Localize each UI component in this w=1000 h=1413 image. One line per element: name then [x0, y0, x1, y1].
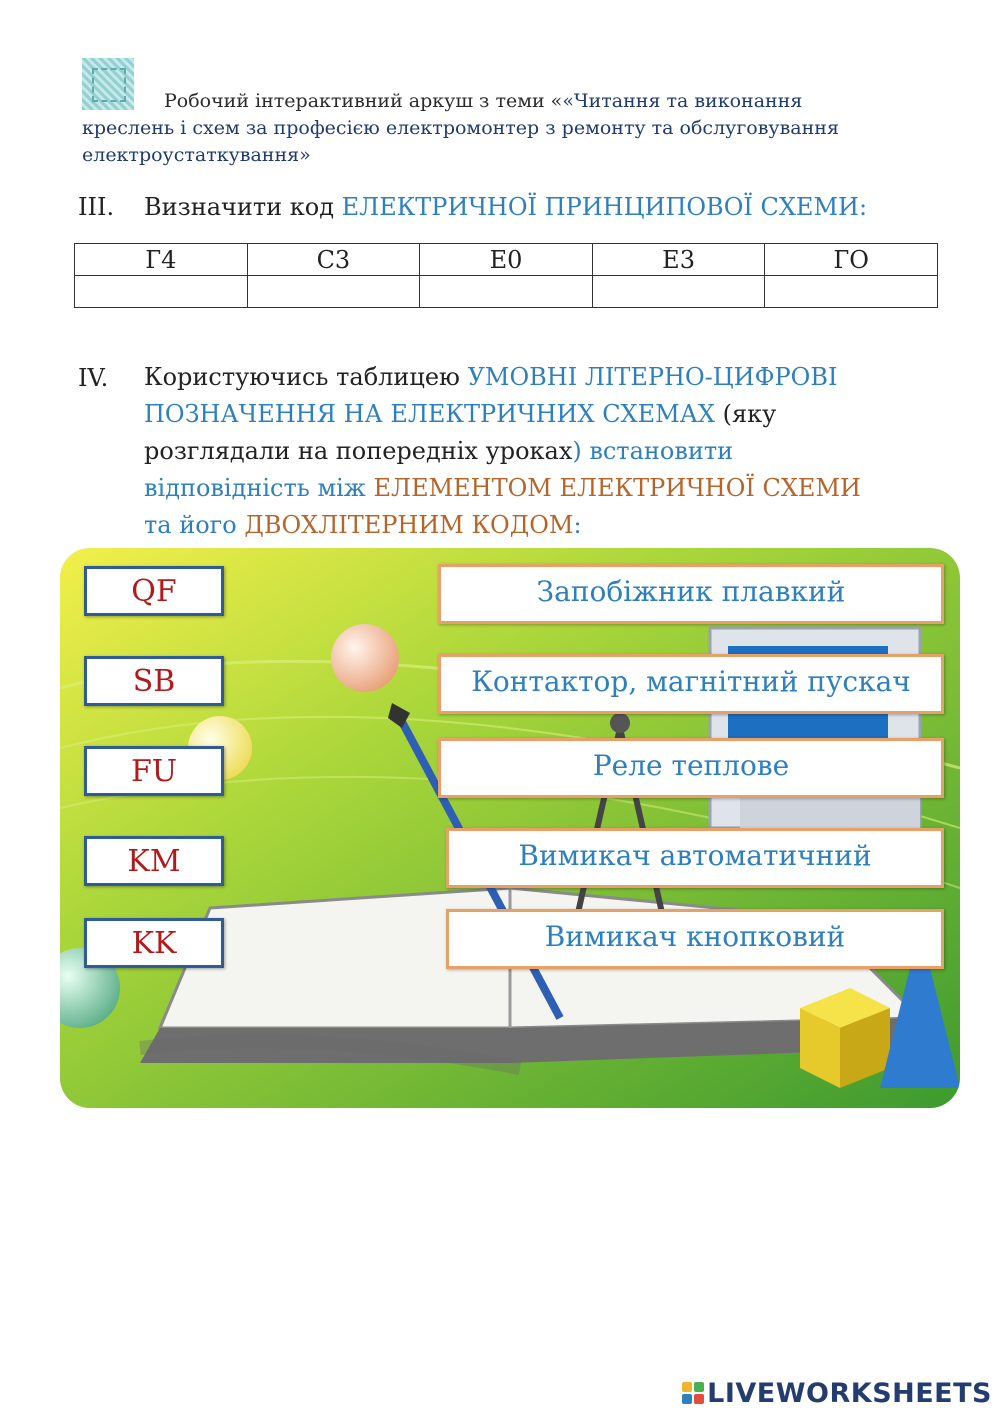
s4-line3-plain: розглядали на попередніх уроках: [144, 437, 573, 465]
section-3-title: [144, 189, 867, 226]
answer-cell[interactable]: [592, 276, 765, 308]
table-answer-row[interactable]: [75, 276, 938, 308]
code-box-km[interactable]: KM: [84, 836, 224, 886]
worksheet-header: [82, 88, 932, 169]
schema-code-table: [74, 243, 938, 308]
section-4-number: IV.: [78, 364, 109, 392]
answer-cell[interactable]: [420, 276, 593, 308]
header-topic-line1: «Читання та виконання: [562, 90, 803, 112]
s4-line4-orange: ЕЛЕМЕНТОМ ЕЛЕКТРИЧНОЇ СХЕМИ: [373, 474, 861, 502]
table-header-cell: ГО: [765, 244, 938, 276]
desc-box-circuit-breaker[interactable]: Вимикач автоматичний: [446, 828, 944, 888]
s4-line2-plain: (яку: [715, 400, 777, 428]
desc-box-push-button[interactable]: Вимикач кнопковий: [446, 909, 944, 969]
s4-line5-orange: ДВОХЛІТЕРНИМ КОДОМ: [244, 511, 574, 539]
s4-line3-blue: ) встановити: [572, 437, 734, 465]
table-header-cell: Е3: [592, 244, 765, 276]
section-3-highlight: ЕЛЕКТРИЧНОЇ ПРИНЦИПОВОЇ СХЕМИ:: [341, 193, 868, 221]
answer-cell[interactable]: [247, 276, 420, 308]
desc-box-thermal-relay[interactable]: Реле теплове: [438, 738, 944, 798]
liveworksheets-brand: [682, 1378, 992, 1408]
table-header-row: [75, 244, 938, 276]
header-topic-line3: електроустаткування»: [82, 144, 311, 166]
table-header-cell: Е0: [420, 244, 593, 276]
brand-text: LIVEWORKSHEETS: [707, 1377, 992, 1409]
s4-line2-blue: ПОЗНАЧЕННЯ НА ЕЛЕКТРИЧНИХ СХЕМАХ: [144, 400, 715, 428]
answer-cell[interactable]: [765, 276, 938, 308]
section-4-text: [144, 359, 944, 544]
section-3-number: III.: [78, 193, 115, 221]
s4-line1-plain: Користуючись таблицею: [144, 363, 468, 391]
header-prefix: Робочий інтерактивний аркуш з теми «: [164, 90, 563, 112]
header-topic-line2: креслень і схем за професією електромонтер з ремонту та обслуговування: [82, 117, 839, 139]
s4-line1-blue: УМОВНІ ЛІТЕРНО-ЦИФРОВІ: [467, 363, 838, 391]
s4-line5-end: :: [573, 511, 582, 539]
table-header-cell: Г4: [75, 244, 248, 276]
code-box-sb[interactable]: SB: [84, 656, 224, 706]
s4-line4-blue: відповідність між: [144, 474, 374, 502]
table-header-cell: С3: [247, 244, 420, 276]
code-box-fu[interactable]: FU: [84, 746, 224, 796]
s4-line5-blue: та його: [144, 511, 245, 539]
code-box-kk[interactable]: KK: [84, 918, 224, 968]
section-3-text: Визначити код: [144, 193, 342, 221]
answer-cell[interactable]: [75, 276, 248, 308]
desc-box-contactor[interactable]: Контактор, магнітний пускач: [438, 654, 944, 714]
liveworksheets-logo-icon: [682, 1382, 704, 1404]
code-box-qf[interactable]: QF: [84, 566, 224, 616]
desc-box-fuse[interactable]: Запобіжник плавкий: [438, 564, 944, 624]
